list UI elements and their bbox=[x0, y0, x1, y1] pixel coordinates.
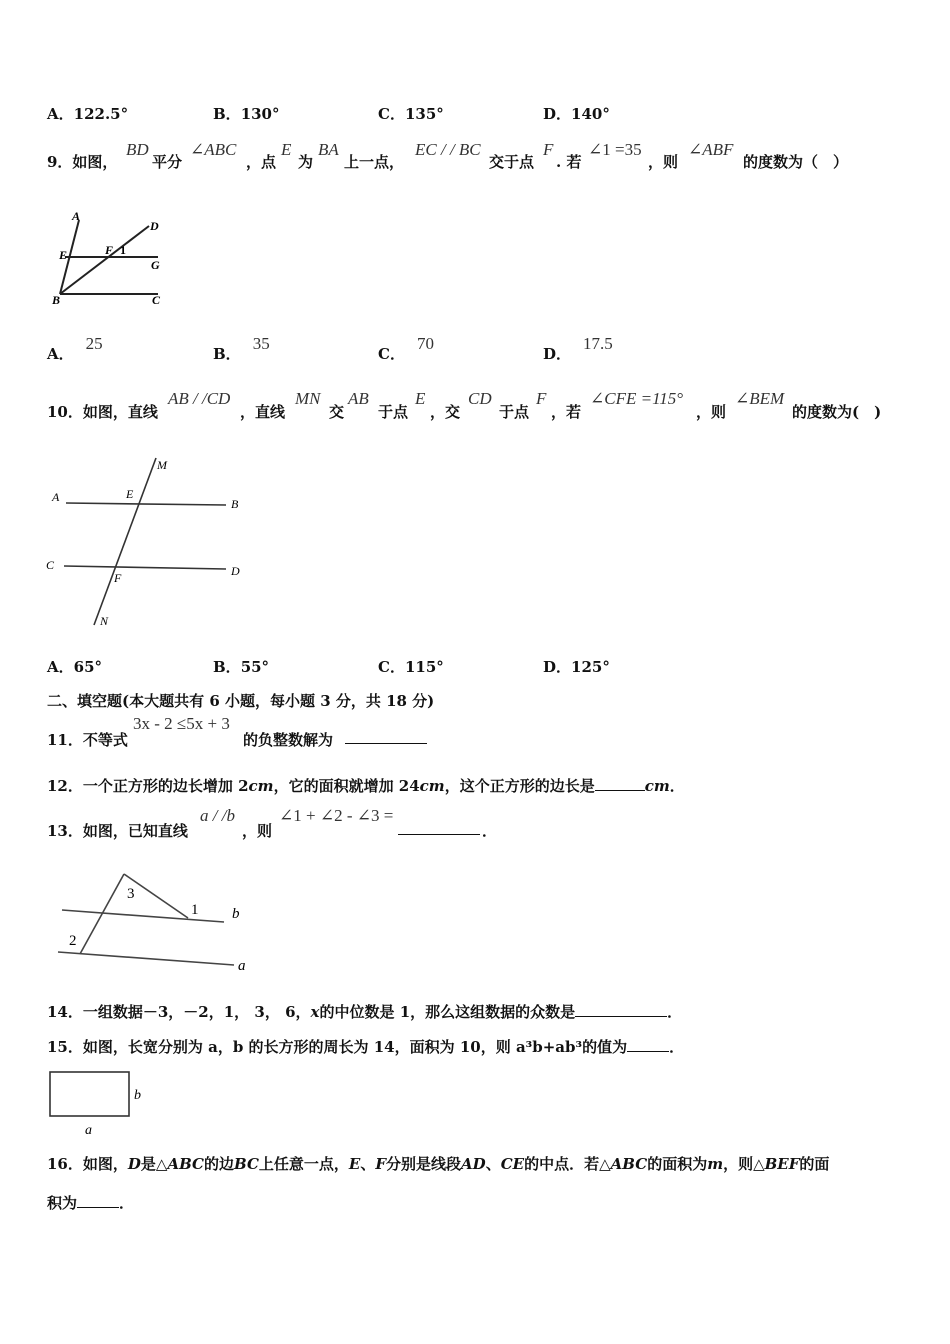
q10-option-a[interactable]: A．65° bbox=[47, 658, 103, 676]
q9-fig-label-1: 1 bbox=[120, 243, 126, 257]
section-title: 二、填空题(本大题共有 6 小题，每小题 3 分，共 18 分) bbox=[47, 692, 435, 710]
q10-fig-label-c: C bbox=[46, 558, 55, 572]
q11-answer-blank[interactable] bbox=[345, 729, 427, 744]
q9-option-c[interactable]: C．70 bbox=[378, 334, 434, 363]
q10-fig-label-d: D bbox=[231, 564, 240, 578]
q9-option-b[interactable]: B．35 bbox=[213, 334, 270, 363]
q10-option-b[interactable]: B．55° bbox=[213, 658, 270, 676]
q9-fig-label-c: C bbox=[152, 293, 161, 307]
q9-figure bbox=[44, 206, 174, 310]
q15-fig-label-a: a bbox=[85, 1123, 92, 1138]
q13-fig-label-2: 2 bbox=[69, 933, 77, 949]
q9-option-d[interactable]: D．17.5 bbox=[543, 334, 613, 363]
q9-fig-label-d: D bbox=[150, 219, 159, 233]
question-15: 15．如图，长宽分别为 a，b 的长方形的周长为 14，面积为 10，则 a³b+ab³的值为 ． bbox=[47, 1038, 685, 1056]
q13-fig-label-3: 3 bbox=[127, 886, 135, 902]
q14-answer-blank[interactable] bbox=[575, 1002, 667, 1017]
q10-fig-label-b: B bbox=[231, 497, 239, 511]
q8-option-c[interactable]: C．135° bbox=[378, 105, 444, 123]
q10-fig-label-a: A bbox=[52, 490, 60, 504]
q9-fig-label-b: B bbox=[52, 293, 61, 307]
q13-fig-label-b: b bbox=[232, 906, 240, 922]
q10-fig-label-f: F bbox=[114, 571, 122, 585]
q13-fig-label-a: a bbox=[238, 958, 246, 974]
question-12: 12．一个正方形的边长增加 2cm，它的面积就增加 24cm，这个正方形的边长是 cm． bbox=[47, 777, 685, 795]
q10-fig-label-n: N bbox=[100, 614, 109, 628]
q13-figure bbox=[52, 866, 262, 978]
q13-answer-blank[interactable] bbox=[398, 820, 480, 835]
q13-fig-label-1: 1 bbox=[191, 902, 199, 918]
q10-fig-label-e: E bbox=[126, 487, 134, 501]
q9-fig-label-a: A bbox=[72, 209, 81, 223]
q12-answer-blank[interactable] bbox=[595, 776, 645, 791]
q9-fig-label-g: G bbox=[151, 258, 160, 272]
q10-option-c[interactable]: C．115° bbox=[378, 658, 444, 676]
q10-option-d[interactable]: D．125° bbox=[543, 658, 610, 676]
q15-answer-blank[interactable] bbox=[627, 1037, 669, 1052]
q8-option-d[interactable]: D．140° bbox=[543, 105, 610, 123]
q16-answer-blank[interactable] bbox=[77, 1193, 119, 1208]
q8-option-a[interactable]: A．122.5° bbox=[47, 105, 129, 123]
q9-option-a[interactable]: A．25 bbox=[47, 334, 103, 363]
q9-fig-label-f: F bbox=[105, 243, 114, 257]
q8-option-b[interactable]: B．130° bbox=[213, 105, 280, 123]
q15-fig-label-b: b bbox=[134, 1088, 141, 1103]
question-16-line-2: 积为 ． bbox=[47, 1194, 135, 1212]
q10-fig-label-m: M bbox=[157, 458, 167, 472]
question-14: 14．一组数据－3，－2，1， 3， 6，x的中位数是 1，那么这组数据的众数是 ． bbox=[47, 1003, 683, 1021]
q10-figure bbox=[44, 453, 254, 633]
question-16-line-1: 16．如图，D是△ABC的边BC上任意一点，E、F分别是线段AD、CE的中点．若△ABC的面积为m，则△BEF的面 bbox=[47, 1155, 830, 1173]
q9-fig-label-e: E bbox=[59, 248, 68, 262]
q15-figure bbox=[44, 1066, 154, 1140]
